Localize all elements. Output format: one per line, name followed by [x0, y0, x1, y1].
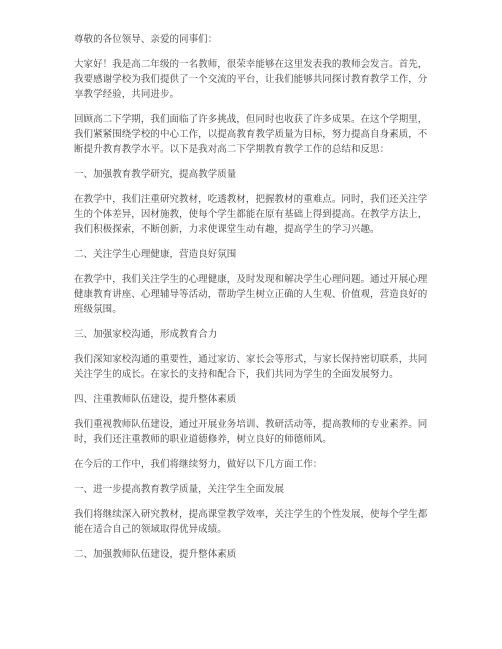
review-paragraph: 回顾高二下学期，我们面临了许多挑战，但同时也收获了许多成果。在这个学期里，我们紧紧围绕学校的中心工作，以提高教育教学质量为目标，努力提高自身素质，不断提升教育教学水平。以下是我对高二下学期教育教学工作的总结和反思：: [74, 114, 428, 155]
section-paragraph-3: 我们深知家校沟通的重要性，通过家访、家长会等形式，与家长保持密切联系，共同关注学生的成长。在家长的支持和配合下，我们共同为学生的全面发展努力。: [74, 354, 428, 380]
document-body: [74, 32, 434, 572]
section-heading-1: 一、加强教育教学研究，提高教学质量: [74, 169, 237, 180]
plan-paragraph-1: 我们将继续深入研究教材，提高课堂教学效率，关注学生的个性发展，使每个学生都能在适合自己的领域取得优异成绩。: [74, 509, 428, 535]
section-paragraph-4: 我们重视教师队伍建设，通过开展业务培训、教研活动等，提高教师的专业素养。同时，我们还注重教师的职业道德修养，树立良好的师德师风。: [74, 419, 428, 445]
plan-heading-1: 一、进一步提高教育教学质量，关注学生全面发展: [74, 484, 285, 495]
plan-heading-2: 二、加强教师队伍建设，提升整体素质: [74, 549, 237, 560]
salutation: 尊敬的各位领导、亲爱的同事们：: [74, 34, 218, 45]
section-heading-4: 四、注重教师队伍建设，提升整体素质: [74, 394, 237, 405]
section-heading-3: 三、加强家校沟通，形成教育合力: [74, 329, 218, 340]
intro-paragraph: 大家好！我是高二年级的一名教师，很荣幸能够在这里发表我的教师会发言。首先，我要感谢学校为我们提供了一个交流的平台，让我们能够共同探讨教育教学工作，分享教学经验，共同进步。: [74, 59, 428, 100]
section-paragraph-2: 在教学中，我们关注学生的心理健康，及时发现和解决学生心理问题。通过开展心理健康教育讲座、心理辅导等活动，帮助学生树立正确的人生观、价值观，营造良好的班级氛围。: [74, 274, 428, 315]
section-paragraph-1: 在教学中，我们注重研究教材，吃透教材，把握教材的重难点。同时，我们还关注学生的个体差异，因材施教，使每个学生都能在原有基础上得到提高。在教学方法上，我们积极探索，不断创新，力求使课堂生动有趣，提高学生的学习兴趣。: [74, 194, 428, 235]
section-heading-2: 二、关注学生心理健康，营造良好氛围: [74, 249, 237, 260]
future-work-intro: 在今后的工作中，我们将继续努力，做好以下几方面工作：: [74, 459, 323, 470]
